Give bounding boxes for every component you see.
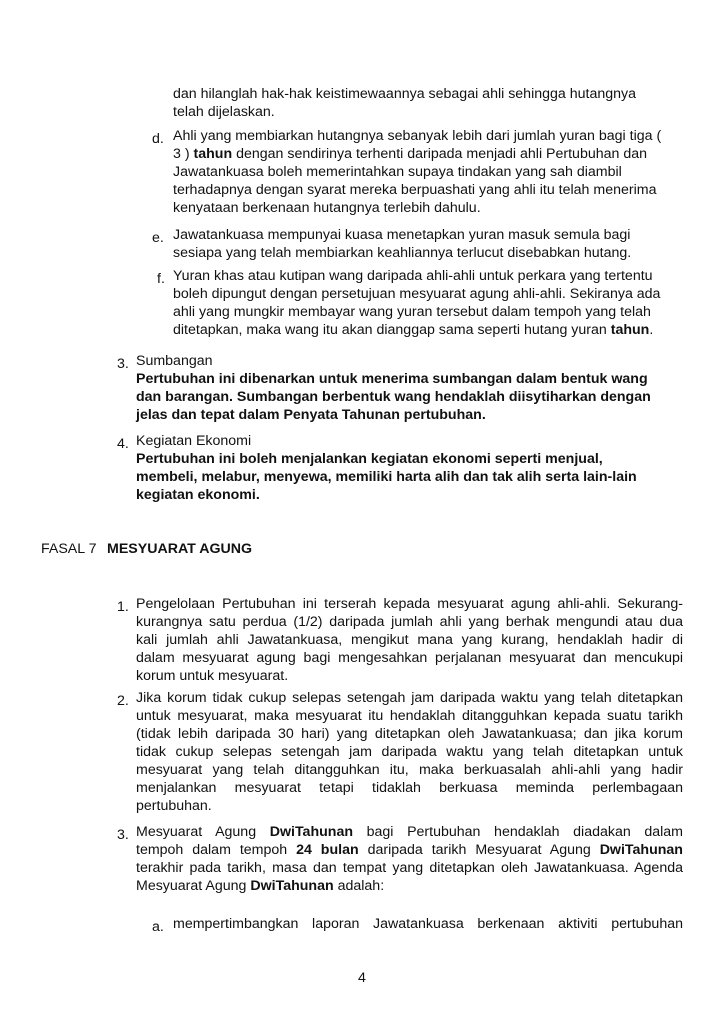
text-run: Jika korum tidak cukup selepas setengah jam daripada waktu yang telah ditetapkan (136, 690, 683, 706)
item-heading: Kegiatan Ekonomi (136, 433, 252, 449)
text-run: untuk mesyuarat, maka mesyuarat itu hendaklah ditangguhkan kepada suatu tarikh (136, 708, 683, 724)
text-line: dan hilanglah hak-hak keistimewaannya sebagai ahli sehingga hutangnya (173, 86, 636, 102)
section-item-kegiatan-ekonomi (136, 432, 696, 504)
item-body-line: membeli, melabur, menyewa, memiliki harta alih dan tak alih serta lain-lain (136, 469, 637, 485)
text-run: daripada tarikh Mesyuarat Agung (358, 842, 600, 858)
text-run: ditetapkan, maka wang itu akan dianggap sama seperti hutang yuran (173, 322, 611, 338)
item-heading: Sumbangan (136, 353, 213, 369)
text-run: bagi Pertubuhan hendaklah diadakan dalam (353, 824, 683, 840)
list-marker: f. (157, 271, 165, 287)
text-line (173, 145, 693, 163)
text-run: Ahli yang membiarkan hutangnya sebanyak lebih dari jumlah yuran bagi tiga ( (173, 128, 662, 144)
bold-text: tahun (610, 322, 650, 338)
text-run: kurangnya satu perdua (1/2) daripada jumlah ahli yang berhak mengundi atau dua (136, 614, 683, 630)
text-line (173, 285, 693, 303)
bold-text: DwiTahunan (250, 878, 334, 894)
text-line (136, 667, 683, 685)
section-item-3 (136, 823, 683, 895)
text-line (136, 689, 683, 707)
text-run: dalam mesyuarat agung bagi mengesahkan perjalanan mesyuarat dan mencukupi (136, 650, 683, 666)
text-run: 3 ) (173, 146, 194, 162)
list-marker: 3. (117, 356, 129, 372)
text-run: pertubuhan. (136, 798, 212, 814)
text-line (173, 244, 693, 262)
text-line (136, 761, 683, 779)
list-marker: 4. (117, 436, 129, 452)
list-marker: e. (152, 230, 164, 246)
text-line (136, 613, 683, 631)
item-body-line: kegiatan ekonomi. (136, 487, 260, 503)
list-marker: a. (152, 919, 164, 935)
text-run: Jawatankuasa boleh memerintahkan supaya tindakan yang sah diambil (173, 164, 622, 180)
item-body-line: jelas dan tepat dalam Penyata Tahunan pertubuhan. (136, 407, 486, 423)
text-run: mesyuarat yang telah ditangguhkan itu, maka berkuasalah ahli-ahli yang hadir (136, 762, 683, 778)
text-run: terhadapnya dengan syarat mereka berpuashati yang ahli itu telah menerima (173, 182, 657, 198)
text-run: Mesyuarat Agung (136, 824, 270, 840)
text-run: dengan sendirinya terhenti daripada menjadi ahli Pertubuhan dan (232, 146, 648, 162)
bold-text: tahun (193, 146, 233, 162)
list-marker: 1. (117, 599, 129, 615)
text-line: telah dijelaskan. (173, 104, 275, 120)
bold-text: DwiTahunan (599, 842, 683, 858)
text-run: tidak cukup selepas setengah jam daripada waktu yang telah ditetapkan untuk (136, 744, 683, 760)
section-label: FASAL 7 (41, 541, 97, 557)
text-run: kali jumlah ahli Jawatankuasa, mengikut mana yang kurang, hendaklah hadir di (136, 632, 683, 648)
text-line (136, 841, 683, 859)
text-run: korum untuk mesyuarat. (136, 668, 289, 684)
text-run: adalah: (333, 878, 385, 894)
text-run: mempertimbangkan laporan Jawatankuasa berkenaan aktiviti pertubuhan (173, 916, 683, 932)
list-marker: d. (152, 131, 164, 147)
item-body-line: Pertubuhan ini dibenarkan untuk menerima sumbangan dalam bentuk wang (136, 371, 648, 387)
list-marker: 3. (117, 827, 129, 843)
text-run: terakhir pada tarikh, masa dan tempat yang ditetapkan oleh Jawatankuasa. Agenda (136, 860, 683, 876)
text-line (136, 797, 683, 815)
text-line (173, 267, 693, 285)
text-run: Pengelolaan Pertubuhan ini terserah kepada mesyuarat agung ahli-ahli. Sekurang- (136, 596, 683, 612)
text-run: tempoh dalam tempoh (136, 842, 297, 858)
bold-text: 24 bulan (296, 842, 359, 858)
text-line (136, 779, 683, 797)
text-line (173, 915, 683, 933)
text-run: menjalankan mesyuarat tetapi tidaklah berkuasa meminda perlembagaan (136, 780, 683, 796)
text-line (173, 181, 693, 199)
text-line (136, 877, 683, 895)
text-line (136, 823, 683, 841)
page-number: 4 (358, 970, 366, 986)
text-line (136, 707, 683, 725)
text-line (173, 321, 693, 339)
text-line (136, 631, 683, 649)
text-line (173, 127, 693, 145)
list-item-a (173, 915, 683, 933)
text-line (136, 649, 683, 667)
text-run: . (649, 322, 654, 338)
text-line (173, 303, 693, 321)
bold-text: DwiTahunan (269, 824, 354, 840)
text-line (173, 199, 693, 217)
text-run: Yuran khas atau kutipan wang daripada ahli-ahli untuk perkara yang tertentu (173, 268, 653, 284)
text-run: Mesyuarat Agung (136, 878, 251, 894)
text-run: boleh dipungut dengan persetujuan mesyuarat agung ahli-ahli. Sekiranya ada (173, 286, 661, 302)
text-run: (tidak lebih daripada 30 hari) yang ditetapkan oleh Jawatankuasa; dan jika korum (136, 726, 683, 742)
text-run: kenyataan berkenaan hutangnya terlebih dahulu. (173, 200, 481, 216)
text-run: sesiapa yang telah membiarkan keahliannya terlucut disebabkan hutang. (173, 245, 632, 261)
text-line (136, 859, 683, 877)
continuation-paragraph (173, 85, 693, 121)
section-item-1 (136, 595, 683, 685)
list-item-e (173, 226, 693, 262)
text-run: ahli yang mungkir membayar wang yuran tersebut dalam tempoh yang telah (173, 304, 651, 320)
text-line (136, 725, 683, 743)
list-marker: 2. (117, 693, 129, 709)
text-line (173, 226, 693, 244)
text-run: Jawatankuasa mempunyai kuasa menetapkan yuran masuk semula bagi (173, 227, 631, 243)
list-item-d (173, 127, 693, 217)
item-body-line: Pertubuhan ini boleh menjalankan kegiatan ekonomi seperti menjual, (136, 451, 603, 467)
text-line (136, 743, 683, 761)
text-line (173, 163, 693, 181)
section-item-sumbangan (136, 352, 696, 424)
list-item-f (173, 267, 693, 339)
section-item-2 (136, 689, 683, 815)
item-body-line: dan barangan. Sumbangan berbentuk wang hendaklah diisytiharkan dengan (136, 389, 651, 405)
section-title: MESYUARAT AGUNG (107, 541, 253, 557)
text-line (136, 595, 683, 613)
